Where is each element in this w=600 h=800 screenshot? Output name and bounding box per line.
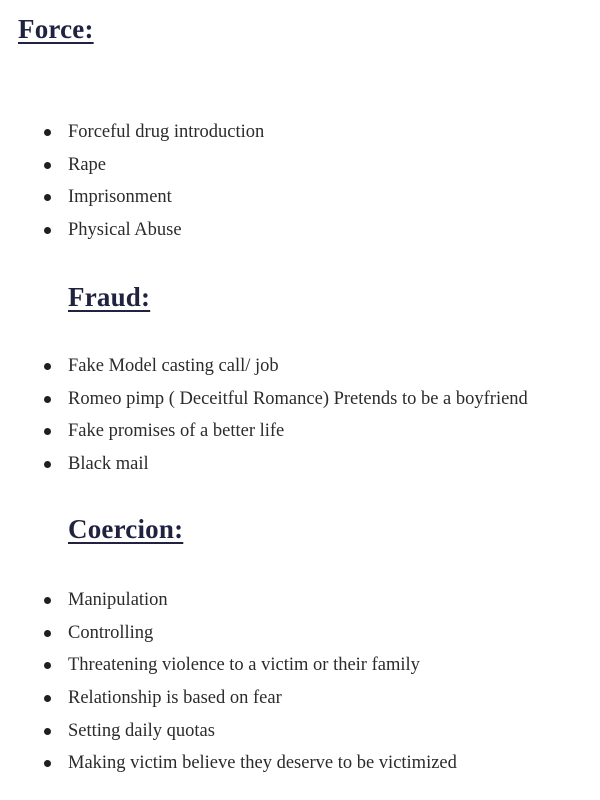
list-item-text: Threatening violence to a victim or their family [68, 655, 420, 676]
fraud-heading: Fraud: [68, 282, 151, 312]
list-item [0, 649, 457, 682]
force-list [0, 116, 264, 247]
list-item [0, 584, 457, 617]
list-item [0, 747, 457, 780]
bullet-icon [44, 728, 51, 735]
list-item [0, 350, 528, 383]
bullet-icon [44, 695, 51, 702]
fraud-list [0, 350, 528, 481]
force-heading: Force: [18, 14, 94, 44]
coercion-list [0, 584, 457, 780]
list-item-text: Fake Model casting call/ job [68, 356, 279, 376]
bullet-icon [44, 461, 51, 468]
list-item-text: Making victim believe they deserve to be victimized [68, 753, 457, 774]
list-item-text: Setting daily quotas [68, 720, 215, 741]
list-item-text: Manipulation [68, 590, 168, 610]
list-item-text: Forceful drug introduction [68, 122, 265, 142]
list-item-text: Imprisonment [68, 187, 172, 208]
bullet-icon [44, 129, 51, 136]
bullet-icon [44, 396, 51, 403]
list-item [0, 116, 264, 149]
list-item [0, 214, 264, 247]
list-item-text: Rape [68, 154, 107, 175]
bullet-icon [44, 597, 51, 604]
list-item [0, 617, 457, 650]
list-item-text: Romeo pimp ( Deceitful Romance) Pretends to be a boyfriend [68, 388, 528, 409]
list-item-text: Fake promises of a better life [68, 421, 285, 442]
bullet-icon [44, 760, 51, 767]
list-item-text: Controlling [68, 622, 154, 643]
bullet-icon [44, 630, 51, 637]
bullet-icon [44, 227, 51, 234]
list-item [0, 181, 264, 214]
bullet-icon [44, 662, 51, 669]
list-item-text: Physical Abuse [68, 220, 182, 241]
bullet-icon [44, 162, 51, 169]
list-item [0, 715, 457, 748]
list-item [0, 448, 528, 481]
list-item-text: Black mail [68, 454, 149, 475]
bullet-icon [44, 194, 51, 201]
list-item [0, 149, 264, 182]
list-item [0, 415, 528, 448]
bullet-icon [44, 363, 51, 370]
bullet-icon [44, 428, 51, 435]
list-item-text: Relationship is based on fear [68, 688, 282, 709]
list-item [0, 383, 528, 416]
list-item [0, 682, 457, 715]
coercion-heading: Coercion: [68, 514, 184, 544]
